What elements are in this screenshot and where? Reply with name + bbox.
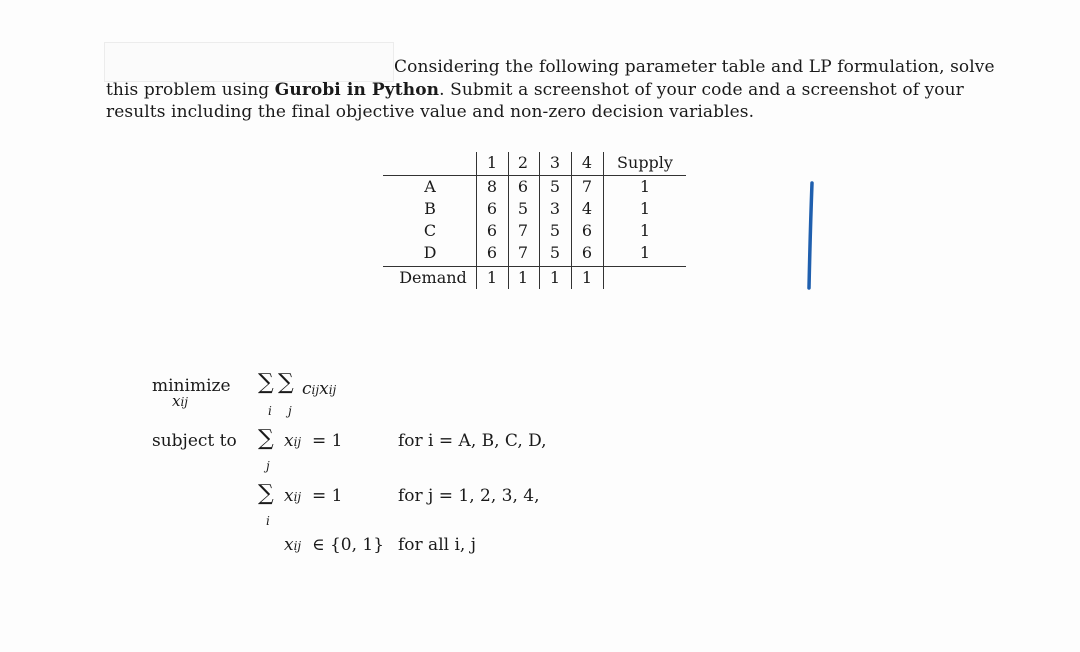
cell-a-3: 5 <box>549 177 561 196</box>
supply-a: 1 <box>639 177 651 196</box>
constraint1-condition: for i = A, B, C, D, <box>398 431 547 451</box>
constraint2-rhs: = 1 <box>312 486 343 506</box>
min-var-sub: ij <box>180 395 189 409</box>
minimize-variable <box>172 392 188 410</box>
cell-a-4: 7 <box>581 177 593 196</box>
demand-4: 1 <box>581 268 593 287</box>
cell-b-3: 3 <box>549 199 561 218</box>
row-label-b: B <box>424 199 436 218</box>
objective-c: c <box>302 379 312 399</box>
constraint1-sum-index: j <box>266 459 270 473</box>
table-vline-2 <box>539 152 540 289</box>
cell-a-2: 6 <box>517 177 529 196</box>
c1-x: x <box>284 431 294 451</box>
constraint1-sum-symbol: ∑ <box>258 426 274 451</box>
supply-header: Supply <box>617 153 673 172</box>
intro-line-1: Considering the following parameter table and LP formulation, solve <box>394 57 995 77</box>
cell-b-1: 6 <box>486 199 498 218</box>
constraint2-sum-symbol: ∑ <box>258 481 274 506</box>
row-label-c: C <box>423 221 437 240</box>
objective-x: x <box>319 379 329 399</box>
c1-x-sub: ij <box>293 435 302 449</box>
cell-d-3: 5 <box>549 243 561 262</box>
row-label-a: A <box>424 177 436 196</box>
demand-3: 1 <box>549 268 561 287</box>
min-var-x: x <box>172 392 181 410</box>
supply-c: 1 <box>639 221 651 240</box>
dom-x: x <box>284 535 294 555</box>
sum-index-j: j <box>288 404 292 418</box>
cell-c-2: 7 <box>517 221 529 240</box>
table-vline-1 <box>508 152 509 289</box>
cell-d-2: 7 <box>517 243 529 262</box>
demand-1: 1 <box>486 268 498 287</box>
dom-x-sub: ij <box>293 539 302 553</box>
constraint1-lhs <box>284 431 301 451</box>
table-hline-header <box>383 175 686 176</box>
gurobi-python-bold: Gurobi in Python <box>274 79 440 100</box>
sum-symbol-i: ∑ <box>258 370 274 395</box>
cell-d-4: 6 <box>581 243 593 262</box>
cell-c-4: 6 <box>581 221 593 240</box>
table-vline-0 <box>476 152 477 289</box>
table-vline-3 <box>571 152 572 289</box>
cell-a-1: 8 <box>486 177 498 196</box>
intro-line-2-rest: . Submit a screenshot of your code and a screenshot of your <box>439 79 964 100</box>
domain-lhs <box>284 535 301 555</box>
objective-c-sub: ij <box>311 383 320 397</box>
minimize-label: minimize <box>152 376 231 396</box>
constraint1-rhs: = 1 <box>312 431 343 451</box>
col-header-2: 2 <box>517 153 529 172</box>
cell-c-3: 5 <box>549 221 561 240</box>
col-header-3: 3 <box>549 153 561 172</box>
supply-b: 1 <box>639 199 651 218</box>
sum-symbol-j: ∑ <box>278 370 294 395</box>
constraint2-condition: for j = 1, 2, 3, 4, <box>398 486 540 506</box>
cell-c-1: 6 <box>486 221 498 240</box>
subject-to-label: subject to <box>152 431 237 451</box>
constraint2-sum-index: i <box>266 514 270 528</box>
row-label-d: D <box>423 243 437 262</box>
constraint2-lhs <box>284 486 301 506</box>
demand-2: 1 <box>517 268 529 287</box>
table-hline-demand <box>383 266 686 267</box>
c2-x-sub: ij <box>293 490 302 504</box>
cell-d-1: 6 <box>486 243 498 262</box>
domain-set: ∈ {0, 1} <box>312 535 385 555</box>
col-header-4: 4 <box>581 153 593 172</box>
pen-stroke-mark <box>803 180 823 292</box>
sum-index-i: i <box>268 404 272 418</box>
cell-b-2: 5 <box>517 199 529 218</box>
cell-b-4: 4 <box>581 199 593 218</box>
domain-condition: for all i, j <box>398 535 476 555</box>
supply-d: 1 <box>639 243 651 262</box>
demand-label: Demand <box>399 268 467 287</box>
objective-expression <box>302 379 336 399</box>
objective-x-sub: ij <box>328 383 337 397</box>
col-header-1: 1 <box>486 153 498 172</box>
problem-statement <box>106 56 995 124</box>
intro-line-3: results including the final objective value and non-zero decision variables. <box>106 102 755 122</box>
c2-x: x <box>284 486 294 506</box>
intro-line-2 <box>106 79 964 102</box>
table-vline-4 <box>603 152 604 289</box>
intro-line-2-pre: this problem using <box>106 79 270 100</box>
